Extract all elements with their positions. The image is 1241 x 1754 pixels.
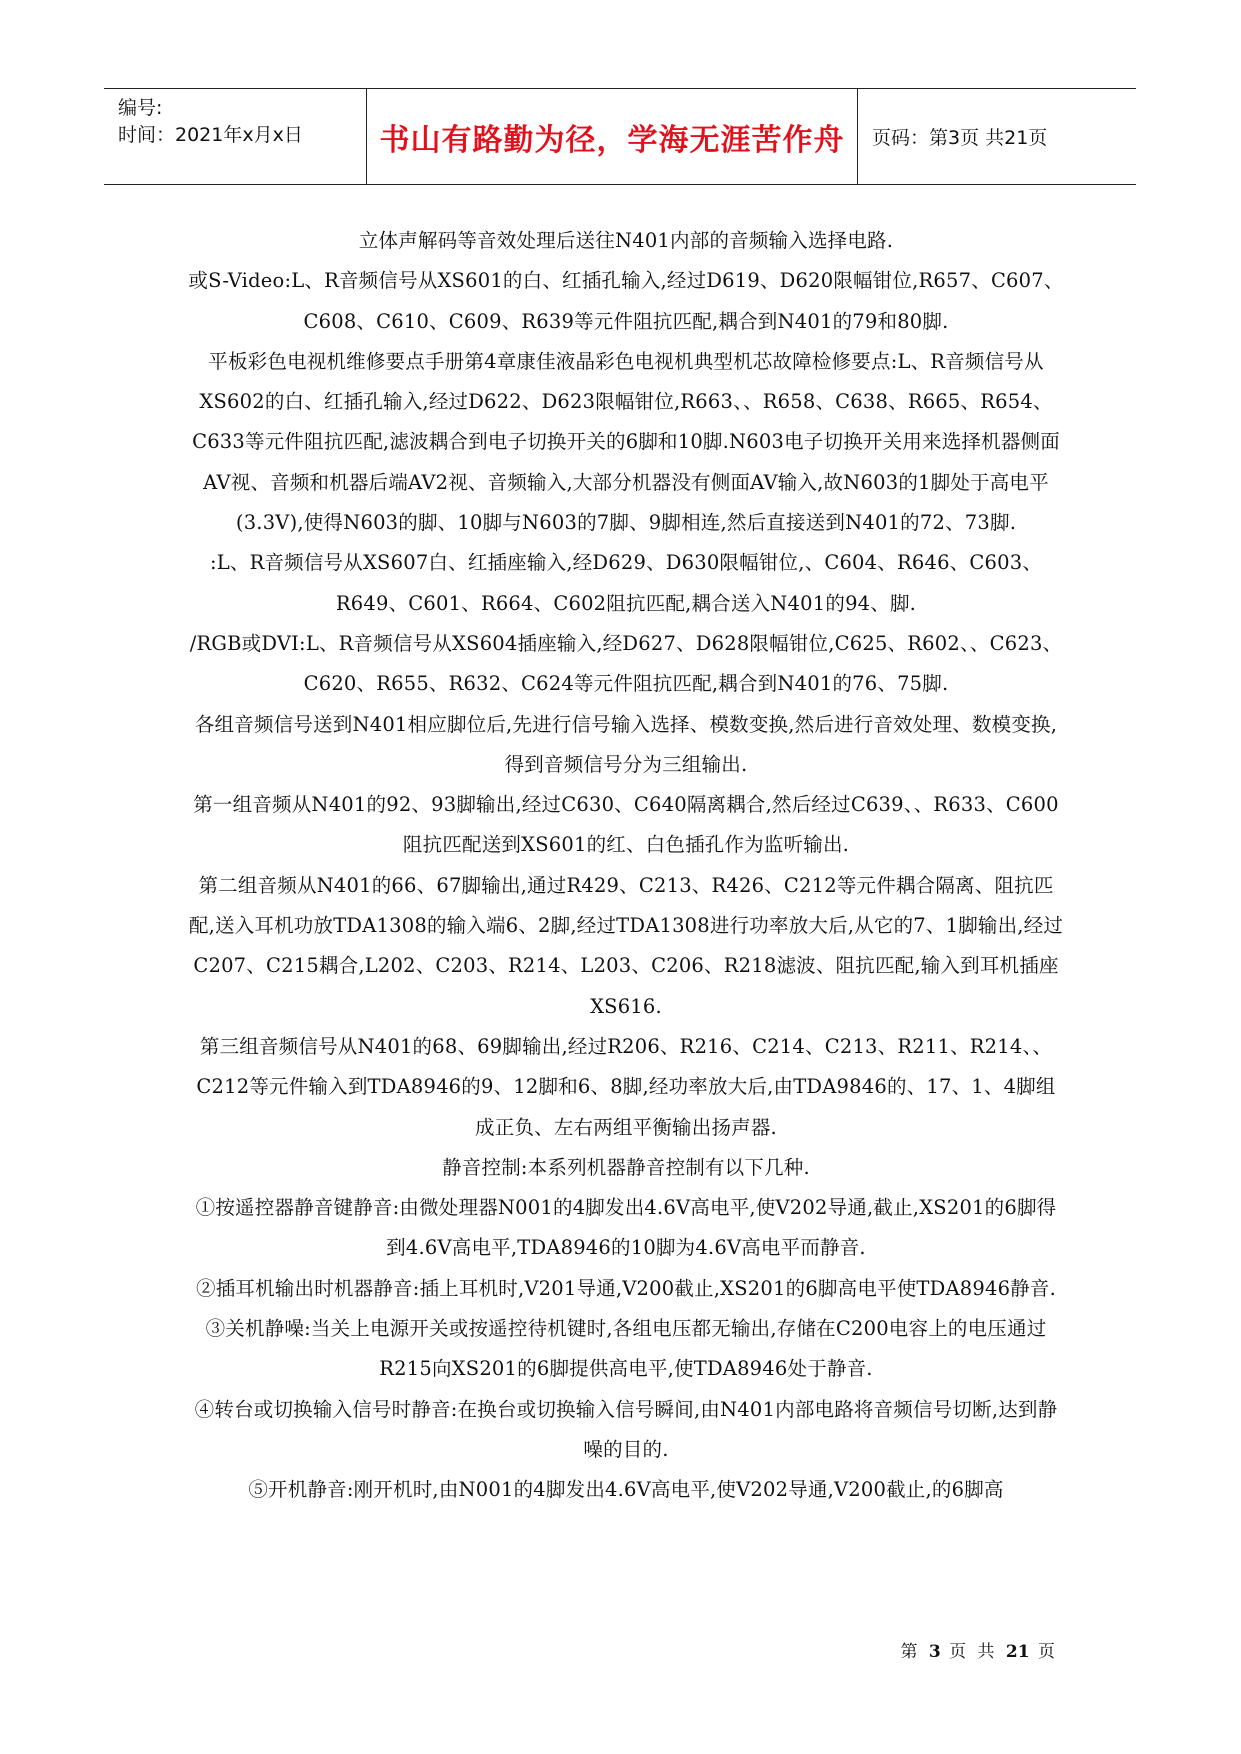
paragraph: 第一组音频从N401的92、93脚输出,经过C630、C640隔离耦合,然后经过C639、、R633、C600阻抗匹配送到XS601的红、白色插孔作为监听输出. (193, 793, 1059, 857)
footer-suffix: 页 (1038, 1642, 1058, 1662)
number-label: 编号: (118, 97, 163, 119)
paragraph: ③关机静噪:当关上电源开关或按遥控待机键时,各组电压都无输出,存储在C200电容上的电压通过R215向XS201的6脚提供高电平,使TDA8946处于静音. (205, 1317, 1047, 1381)
time-label: 时间：2021年x月x日 (118, 124, 303, 146)
footer-page-number: 3 (928, 1642, 941, 1662)
paragraph: ②插耳机输出时机器静音:插上耳机时,V201导通,V200截止,XS201的6脚高电平使TDA8946静音. (196, 1276, 1056, 1300)
paragraph: 平板彩色电视机维修要点手册第4章康佳液晶彩色电视机典型机芯故障检修要点:L、R音频信号从XS602的白、红插孔输入,经过D622、D623限幅钳位,R663、、R658、C638、R665、R654、C633等元件阻抗匹配,滤波耦合到电子切换开关的6脚和10脚.N603电子切换开关用来选择机器侧面AV视、音频和机器后端AV2视、音频输入,大部分机器没有侧面AV输入,故N603的1脚处于高电平(3.3V),使得N603的脚、10脚与N603的7脚、9脚相连,然后直接送到N401的72、73脚. (192, 349, 1060, 535)
paragraph: 第三组音频信号从N401的68、69脚输出,经过R206、R216、C214、C213、R211、R214、、C212等元件输入到TDA8946的9、12脚和6、8脚,经功率放大后,由TDA9846的、17、1、4脚组成正负、左右两组平衡输出扬声器. (196, 1034, 1056, 1139)
paragraph: ④转台或切换输入信号时静音:在换台或切换输入信号瞬间,由N401内部电路将音频信号切断,达到静噪的目的. (194, 1397, 1058, 1461)
page-info: 页码：第3页 共21页 (872, 127, 1048, 149)
paragraph: 或S-Video:L、R音频信号从XS601的白、红插孔输入,经过D619、D620限幅钳位,R657、C607、C608、C610、C609、R639等元件阻抗匹配,耦合到N401的79和80脚. (188, 269, 1064, 333)
paragraph: 立体声解码等音效处理后送往N401内部的音频输入选择电路. (358, 229, 894, 252)
footer-prefix: 第 (900, 1642, 921, 1662)
document-header (104, 88, 1136, 185)
document-body (188, 221, 1064, 1511)
paragraph: 各组音频信号送到N401相应脚位后,先进行信号输入选择、模数变换,然后进行音效处理、数模变换,得到音频信号分为三组输出. (194, 712, 1058, 776)
paragraph: ⑤开机静音:刚开机时,由N001的4脚发出4.6V高电平,使V202导通,V200截止,的6脚高 (248, 1478, 1004, 1502)
header-motto-cell (367, 89, 858, 184)
motto-text: 书山有路勤为径，学海无涯苦作舟 (379, 122, 845, 158)
paragraph: /RGB或DVI:L、R音频信号从XS604插座输入,经D627、D628限幅钳位,C625、R602、、C623、C620、R655、R632、C624等元件阻抗匹配,耦合到N401的76、75脚. (189, 631, 1063, 696)
header-meta-cell (104, 89, 367, 184)
paragraph: 第二组音频从N401的66、67脚输出,通过R429、C213、R426、C212等元件耦合隔离、阻抗匹配,送入耳机功放TDA1308的输入端6、2脚,经过TDA1308进行功率放大后,从它的7、1脚输出,经过C207、C215耦合,L202、C203、R214、L203、C206、R218滤波、阻抗匹配,输入到耳机插座XS616. (188, 873, 1064, 1018)
paragraph: :L、R音频信号从XS607白、红插座输入,经D629、D630限幅钳位,、C604、R646、C603、R649、C601、R664、C602阻抗匹配,耦合送入N401的94、脚. (209, 551, 1043, 615)
paragraph: ①按遥控器静音键静音:由微处理器N001的4脚发出4.6V高电平,使V202导通,截止,XS201的6脚得到4.6V高电平,TDA8946的10脚为4.6V高电平而静音. (195, 1196, 1057, 1260)
header-page-cell (858, 89, 1136, 184)
paragraph: 静音控制:本系列机器静音控制有以下几种. (442, 1155, 810, 1179)
footer-middle: 页 共 (949, 1642, 998, 1662)
footer-total-pages: 21 (1005, 1642, 1030, 1662)
page-footer (900, 1637, 1058, 1662)
